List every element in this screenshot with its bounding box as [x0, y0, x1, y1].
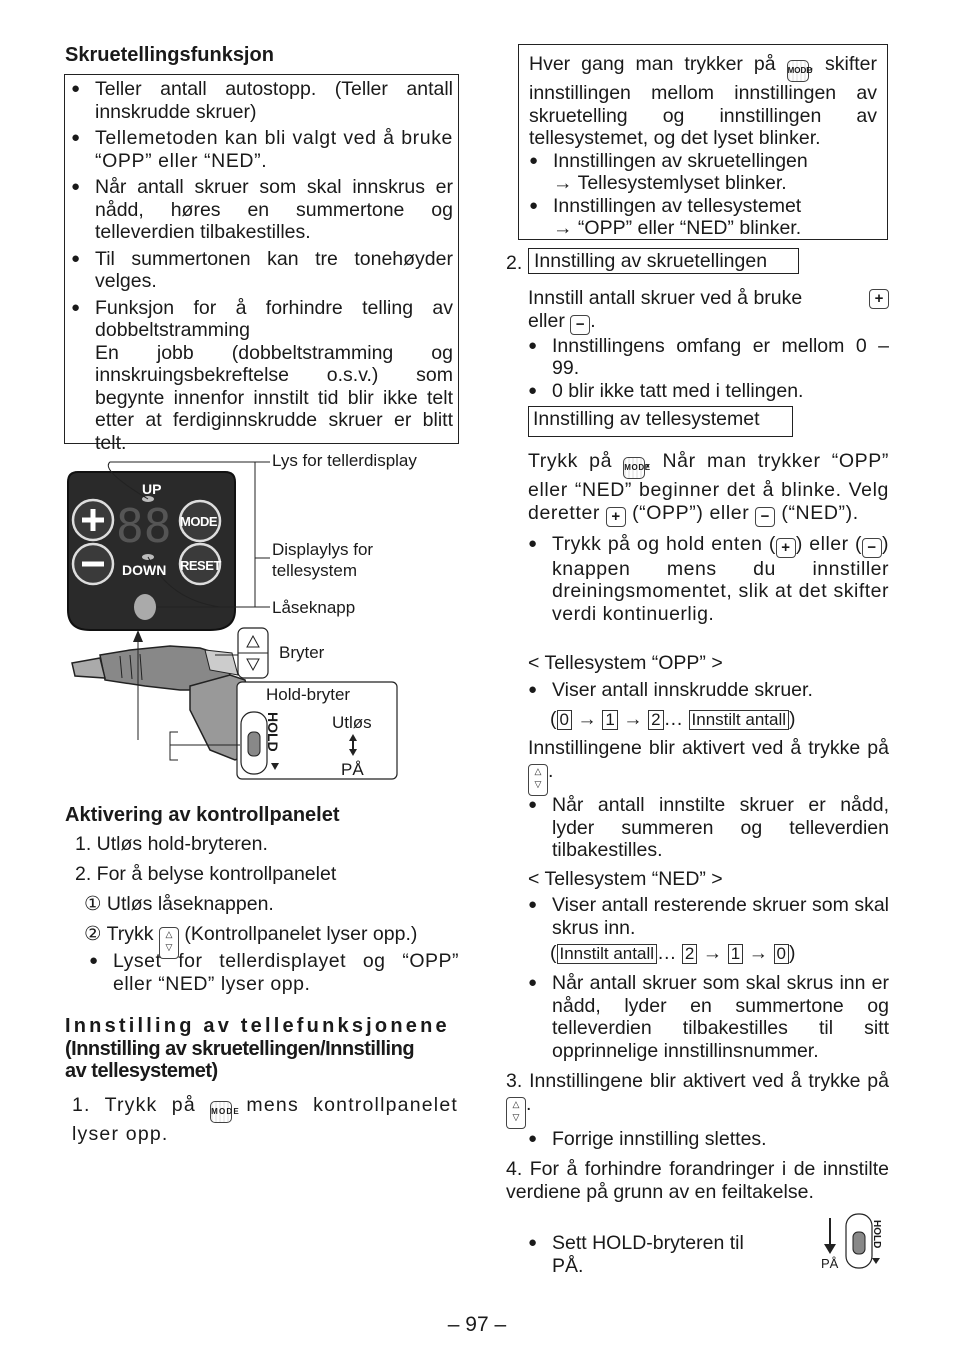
trigger-switch-icon: △ ▽ [528, 764, 548, 796]
minus-icon: − [862, 538, 882, 558]
callout-count-system-light-2: tellesystem [272, 561, 358, 580]
text: ) knappen mens du innstiller dreiningsmomentet, slik at det skifter verdi kontinuerlig. [552, 532, 890, 625]
count-system-text [528, 450, 889, 527]
seq-box: 2 [648, 710, 663, 730]
step-text: Trykk [106, 923, 154, 945]
mode-button-label: MODE [180, 514, 217, 529]
seq-box: 0 [557, 710, 572, 730]
feature-item: ● Tellemetoden kan bli valgt ved å bruke “OPP” eller “NED”. [71, 127, 453, 172]
screw-count-instructions [528, 287, 889, 402]
section-title-line: Innstilling av tellefunksjonene [65, 1015, 450, 1037]
step-3: 3. Innstillingene blir aktivert ved å trykke på △ ▽. [506, 1070, 889, 1129]
text: (“OPP”) eller [632, 501, 750, 524]
mode-icon: MODE [210, 1101, 232, 1123]
callout-counter-light: Lys for tellerdisplay [272, 451, 417, 470]
feature-item: ● Til summertonen kan tre tonehøyder velges. [71, 248, 453, 293]
text: ) eller ( [795, 532, 863, 555]
text: Trykk på [528, 450, 613, 472]
hold-text: HOLD [265, 712, 281, 752]
mode-bullet-result: → Tellesystemlyset blinker. [553, 172, 787, 194]
ned-bullet-2 [528, 972, 889, 1062]
step-2-number: 2. [506, 252, 523, 274]
down-label: DOWN [122, 562, 167, 578]
ned-sequence: ( Innstilt antall … 2 → 1 → 0 ) [550, 942, 796, 964]
bullet-text: ● Sett HOLD-bryteren til PÅ. [528, 1232, 778, 1277]
up-label: UP [142, 481, 162, 497]
page-number: – 97 – [447, 1313, 507, 1336]
step-text: (Kontrollpanelet lyser opp.) [184, 923, 418, 945]
plus-icon: + [776, 538, 796, 558]
section-title-activate-panel: Aktivering av kontrollpanelet [65, 804, 340, 826]
screw-count-feature-box [64, 74, 459, 454]
step-3-bullet [528, 1128, 889, 1151]
seq-box: 2 [682, 944, 697, 964]
seq-box: Innstilt antall [557, 944, 658, 964]
section-title-count-settings [65, 1015, 458, 1083]
activate-step-2: 2. For å belyse kontrollpanelet [75, 863, 337, 885]
section-title-line: (Innstilling av skruetellingen/Innstilling [65, 1037, 415, 1060]
section-title-line: av tellesystemet) [65, 1060, 218, 1082]
callout-lock-button: Låseknapp [272, 598, 356, 617]
mode-bullet: ● Innstillingen av tellesystemet [529, 195, 877, 218]
activate-note [89, 950, 459, 995]
text: (“NED”). [781, 501, 859, 524]
feature-item: ● Funksjon for å forhindre telling av dobbeltstramming [71, 297, 453, 342]
mode-icon: MODE [623, 457, 645, 479]
plus-icon: + [869, 289, 889, 309]
feature-item: ● Når antall skruer som skal innskrus er nådd, høres en summertone og telleverdien tilbakestilles. [71, 176, 453, 244]
text: 3. Innstillingene blir aktivert ved å trykke på [506, 1070, 889, 1092]
hold-release-label: Utløs [332, 713, 372, 732]
plus-icon: + [606, 507, 626, 527]
counter-display: 88 [116, 499, 172, 553]
text: Innstillingene blir aktivert ved å trykke på [528, 737, 889, 759]
text: Trykk på og hold enten ( [552, 532, 776, 555]
section-title-screw-count: Skruetellingsfunksjon [65, 44, 274, 66]
step-text: 1. Trykk på [72, 1094, 196, 1116]
text: Innstill antall skruer ved å bruke [528, 287, 803, 309]
minus-icon: − [755, 507, 775, 527]
screw-set-text: Innstill antall skruer ved å bruke + eller − . [528, 287, 889, 335]
opp-bullet-2 [528, 794, 889, 862]
activate-step-2a [84, 893, 274, 916]
text: eller [528, 309, 565, 332]
step-number: ① [84, 893, 102, 915]
screw-count-setting-label: Innstilling av skruetellingen [528, 248, 799, 274]
intro-text: Hver gang man trykker på [529, 53, 776, 75]
mode-bullet: ● Innstillingen av skruetellingen [529, 150, 877, 173]
step-text: mens kontrollpanelet lyser opp. [72, 1094, 458, 1145]
seq-dots: … [663, 708, 684, 730]
step-text: Utløs låseknappen. [106, 893, 274, 915]
mode-icon: MODE [787, 60, 809, 82]
step-number: ② [84, 923, 102, 945]
mode-bullet-result: → “OPP” eller “NED” blinker. [553, 217, 802, 239]
count-system-setting-label: Innstilling av tellesystemet [528, 406, 793, 437]
step-4: 4. For å forhindre forandringer i de innstilte verdiene på grunn av en feiltakelse. [506, 1158, 889, 1203]
callout-switch: Bryter [279, 643, 325, 662]
trigger-switch-icon: △ ▽ [159, 927, 179, 959]
seq-box: Innstilt antall [689, 710, 790, 730]
trigger-switch-icon: △ ▽ [506, 1097, 526, 1129]
seq-box: 1 [602, 710, 617, 730]
screw-bullet: ● Innstillingens omfang er mellom 0 – 99. [528, 335, 889, 380]
feature-item-detail: En jobb (dobbeltstramming og innskruingsbekreftelse o.s.v.) som begynte innenfor innstilt tid blir ikke telt etter at ferdiginnskrudde skruer er blitt telt. [95, 341, 453, 454]
minus-icon: − [570, 315, 590, 335]
bullet-text: ● Når antall innstilte skruer er nådd, lyder summeren og telleverdien tilbakestilles. [528, 794, 889, 862]
opp-heading: < Tellesystem “OPP” > [528, 652, 723, 674]
ned-heading: < Tellesystem “NED” > [528, 868, 723, 890]
hold-switch-title: Hold-bryter [266, 685, 351, 704]
hold-on-label: PÅ [821, 1256, 839, 1271]
seq-dots: … [657, 942, 677, 964]
count-system-bullet [528, 533, 889, 626]
count-settings-step-1 [72, 1094, 458, 1146]
bullet-text: ● Viser antall innskrudde skruer. [528, 679, 889, 702]
count-system-instructions [528, 450, 889, 625]
bullet-text: ● Når antall skruer som skal skrus inn er nådd, lyder en summertone og telleverdien tilbakestilles til sitt opprinnelige innstillinsnummer. [528, 972, 889, 1062]
text: . Når man trykker “OPP” eller “NED” beginner det å blinke. Velg deretter [528, 450, 889, 524]
reset-button-label: RESET [180, 558, 221, 573]
callout-count-system-light: Displaylys for [272, 540, 374, 559]
bullet-text: ● Forrige innstilling slettes. [528, 1128, 889, 1151]
screw-bullet: ● 0 blir ikke tatt med i tellingen. [528, 380, 889, 403]
hold-text: HOLD [871, 1220, 882, 1249]
seq-box: 0 [774, 944, 789, 964]
ned-bullet-1 [528, 894, 889, 939]
bullet-text: ● Viser antall resterende skruer som skal skrus inn. [528, 894, 889, 939]
opp-bullet-1 [528, 679, 889, 702]
hold-on-label: PÅ [341, 760, 364, 779]
activate-step-1: 1. Utløs hold-bryteren. [75, 833, 268, 855]
opp-sequence: ( 0 → 1 → 2 … Innstilt antall ) [550, 708, 796, 730]
bullet-text: ● Lyset for tellerdisplayet og “OPP” eller “NED” lyser opp. [89, 950, 459, 995]
control-panel-diagram [60, 450, 460, 790]
step-4-bullet [528, 1232, 778, 1277]
mode-switch-box [518, 44, 888, 240]
intro-text: , skifter innstillingen mellom innstillingen av skruetelling og innstillingen av tellesystemet, og det lyset blinker. [529, 53, 877, 149]
seq-box: 1 [728, 944, 743, 964]
feature-item: ● Teller antall autostopp. (Teller antall innskrudde skruer) [71, 78, 453, 123]
opp-activate: Innstillingene blir aktivert ved å trykke på △ ▽. [528, 737, 889, 796]
hold-switch-on-icon [815, 1210, 895, 1280]
mode-switch-intro [529, 53, 877, 150]
